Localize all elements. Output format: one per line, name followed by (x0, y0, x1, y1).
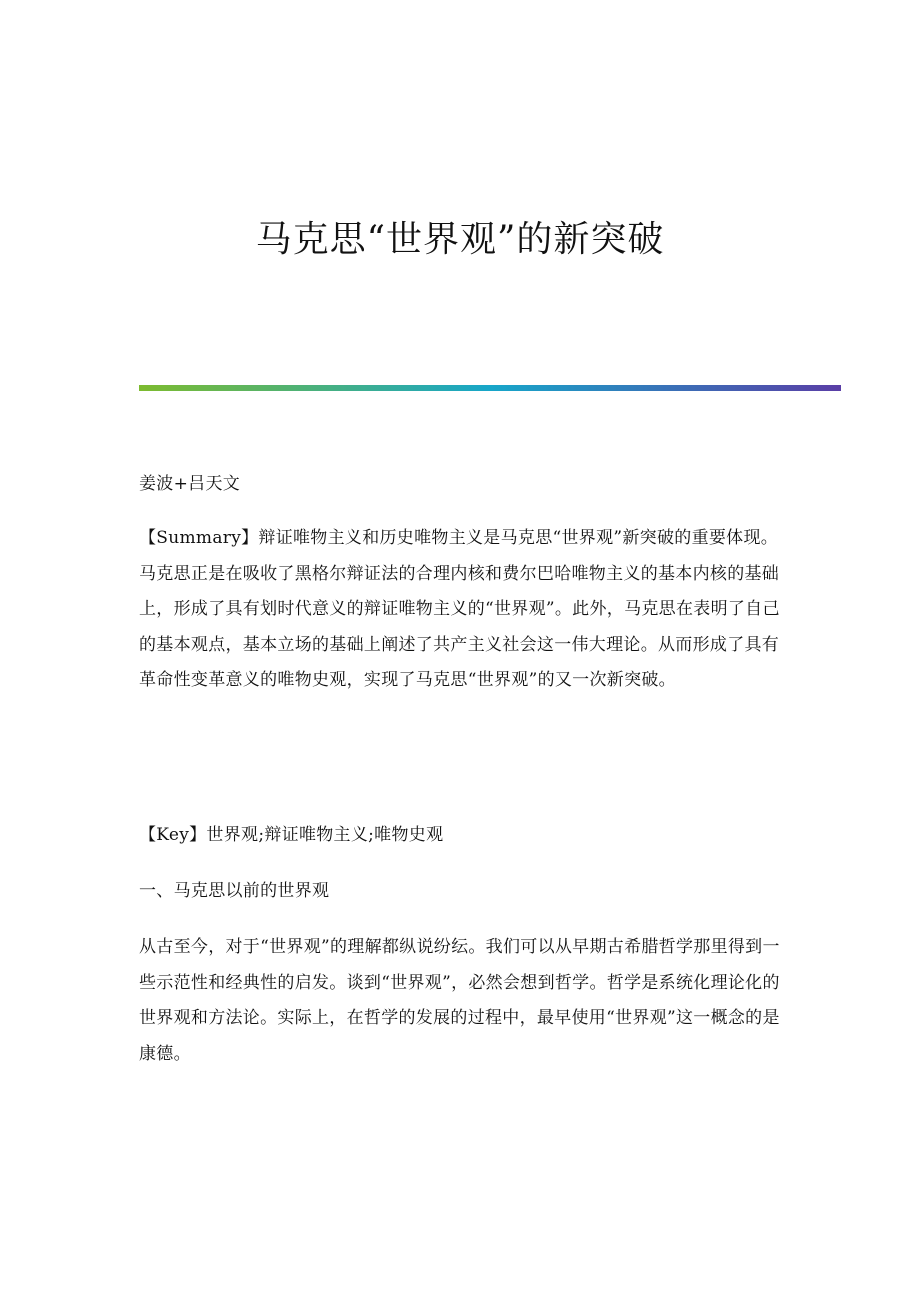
keywords-line (139, 818, 784, 854)
summary-paragraph (139, 521, 784, 699)
section-body-paragraph: 从古至今，对于“世界观”的理解都纵说纷纭。我们可以从早期古希腊哲学那里得到一些示范性和经典性的启发。谈到“世界观”，必然会想到哲学。哲学是系统化理论化的世界观和方法论。实际上，在哲学的发展的过程中，最早使用“世界观”这一概念的是康德。 (139, 937, 780, 1064)
title-divider (139, 385, 841, 391)
key-label: 【Key】 (139, 825, 207, 845)
section-heading: 一、马克思以前的世界观 (139, 881, 330, 901)
summary-label: 【Summary】 (139, 528, 259, 548)
summary-text: 辩证唯物主义和历史唯物主义是马克思“世界观”新突破的重要体现。马克思正是在吸收了黑格尔辩证法的合理内核和费尔巴哈唯物主义的基本内核的基础上，形成了具有划时代意义的辩证唯物主义的“世界观”。此外，马克思在表明了自己的基本观点，基本立场的基础上阐述了共产主义社会这一伟大理论。从而形成了具有革命性变革意义的唯物史观，实现了马克思“世界观”的又一次新突破。 (139, 528, 780, 690)
author-line: 姜波+吕天文 (139, 474, 241, 494)
document-title: 马克思“世界观”的新突破 (255, 219, 665, 260)
key-text: 世界观;辩证唯物主义;唯物史观 (206, 825, 444, 845)
